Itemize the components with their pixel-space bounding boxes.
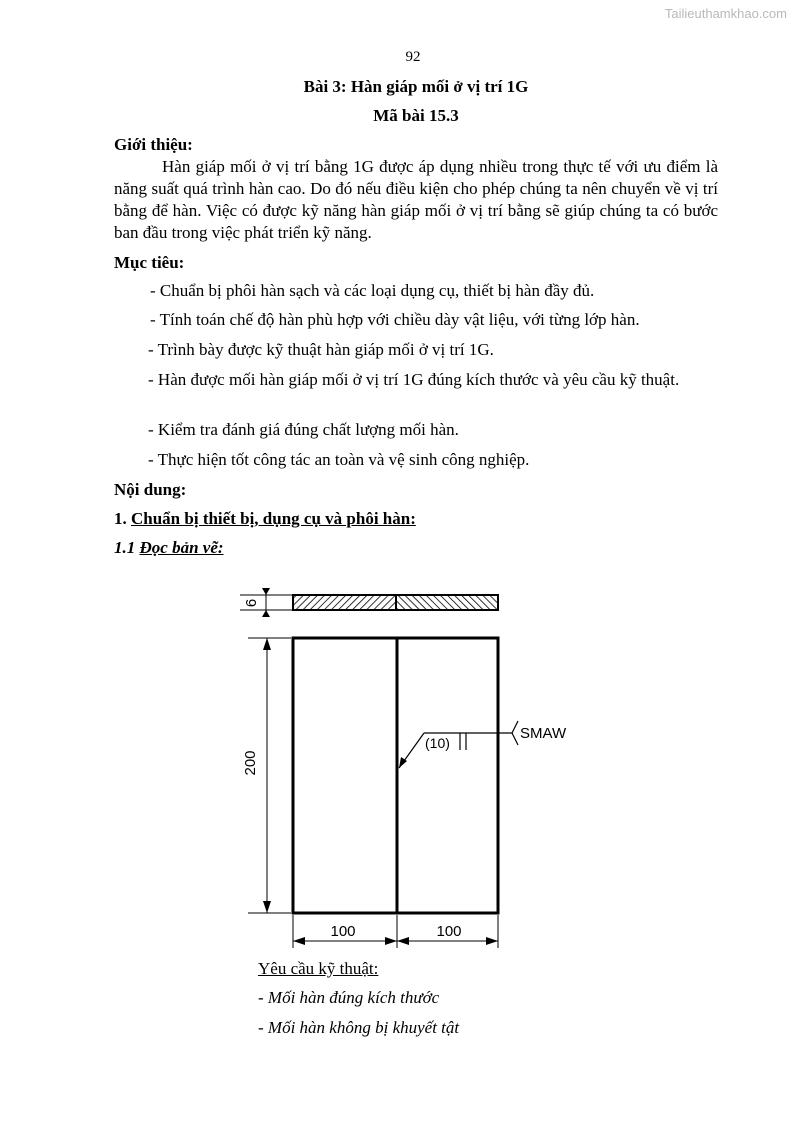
objectives-heading: Mục tiêu:: [114, 253, 185, 272]
plate-left: [293, 638, 397, 913]
plate-right: [397, 638, 498, 913]
intro-text: Hàn giáp mối ở vị trí bằng 1G được áp dụng nhiều trong thực tế với ưu điểm là năng suất quá trình hàn cao. Do đó nếu điều kiện cho phép chúng ta nên chuyển về vị trí bằng để hàn. Việc có được kỹ năng hàn giáp mối ở vị trí bằng sẽ giúp chúng ta có bước ban đầu trong việc phát triển kỹ năng.: [114, 157, 718, 242]
requirement-item: - Mối hàn đúng kích thước: [258, 988, 440, 1007]
thickness-label: 6: [243, 598, 260, 608]
watermark: Tailieuthamkhao.com: [664, 6, 787, 21]
weld-process-label: SMAW: [520, 725, 567, 742]
objective-item: - Tính toán chế độ hàn phù hợp với chiều dày vật liệu, với từng lớp hàn.: [150, 310, 640, 329]
objective-item: - Hàn được mối hàn giáp mối ở vị trí 1G đúng kích thước và yêu cầu kỹ thuật.: [148, 370, 680, 389]
content-heading: Nội dung:: [114, 480, 187, 499]
width-right-label: 100: [436, 923, 462, 940]
width-dimension: [293, 915, 498, 948]
section-1-title: Chuẩn bị thiết bị, dụng cụ và phôi hàn:: [131, 509, 416, 528]
height-label: 200: [242, 750, 259, 776]
plan-view: [293, 638, 498, 913]
height-dimension: [242, 638, 291, 913]
section-1-number: 1.: [114, 509, 131, 528]
objective-item: - Kiểm tra đánh giá đúng chất lượng mối hàn.: [148, 420, 459, 439]
page-number: 92: [405, 49, 421, 65]
lesson-title: Bài 3: Hàn giáp mối ở vị trí 1G: [303, 77, 529, 96]
intro-heading: Giới thiệu:: [114, 135, 193, 154]
subsection-number: 1.1: [114, 538, 140, 557]
width-left-label: 100: [330, 923, 356, 940]
objective-item: - Thực hiện tốt công tác an toàn và vệ sinh công nghiệp.: [148, 450, 530, 469]
lesson-code: Mã bài 15.3: [373, 106, 459, 125]
requirement-item: - Mối hàn không bị khuyết tật: [258, 1018, 460, 1037]
section-view: [240, 588, 498, 617]
requirements-heading: Yêu cầu kỹ thuật:: [258, 959, 379, 978]
weld-symbol: [399, 721, 567, 768]
weld-size-label: (10): [425, 735, 450, 751]
objective-item: - Trình bày được kỹ thuật hàn giáp mối ở vị trí 1G.: [148, 340, 494, 359]
subsection-title: Đọc bản vẽ:: [139, 538, 224, 557]
objective-item: - Chuẩn bị phôi hàn sạch và các loại dụng cụ, thiết bị hàn đầy đủ.: [150, 281, 595, 300]
